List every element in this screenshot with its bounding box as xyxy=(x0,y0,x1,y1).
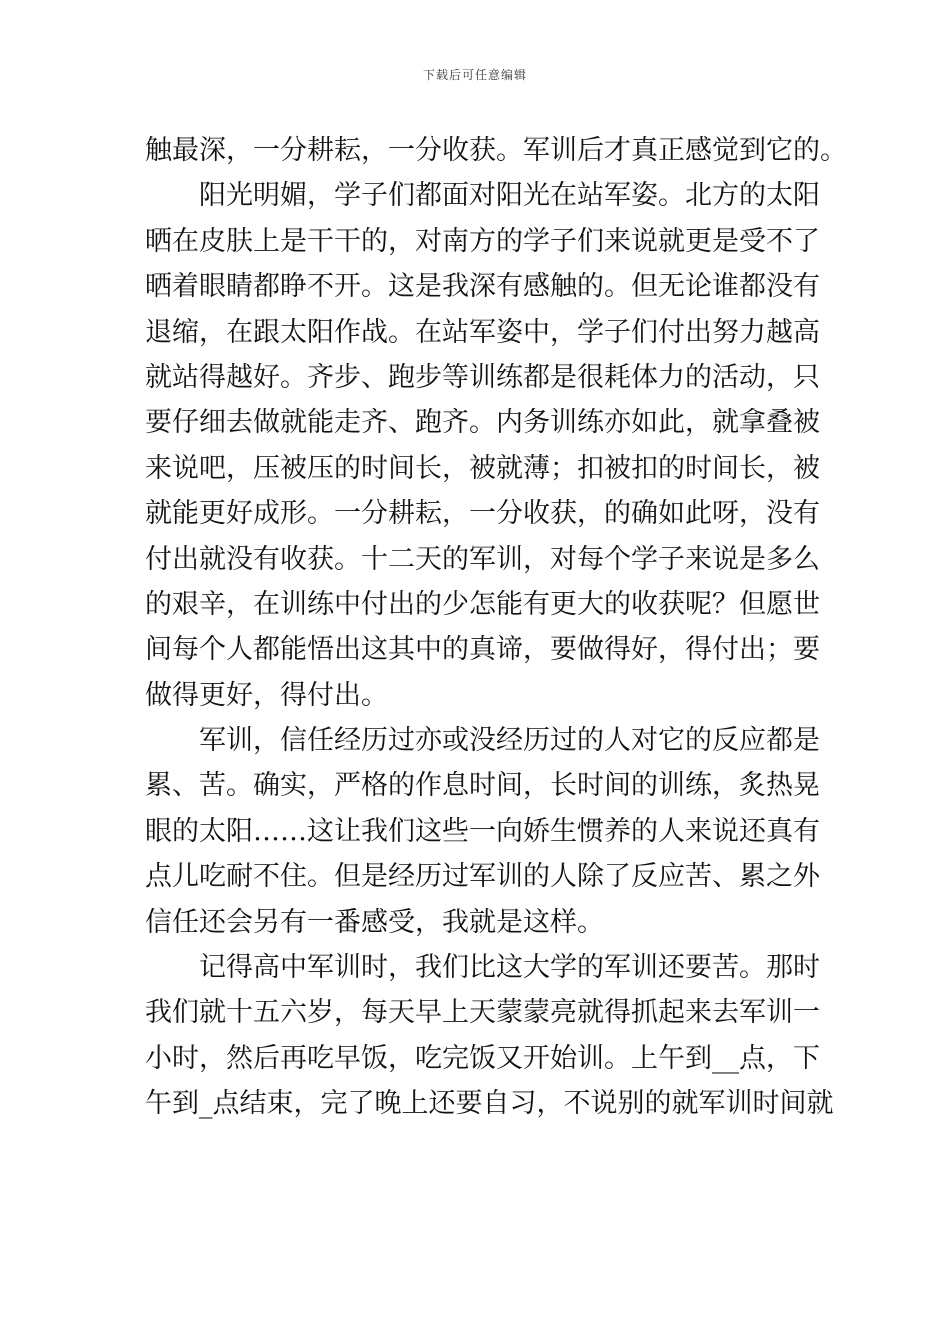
text-line: 间每个人都能悟出这其中的真谛，要做得好，得付出；要 xyxy=(145,634,820,666)
text-line: 午到_点结束，完了晚上还要自习，不说别的就军训时间就 xyxy=(145,1088,834,1120)
text-line: 军训，信任经历过亦或没经历过的人对它的反应都是 xyxy=(199,725,820,757)
text-line: 阳光明媚，学子们都面对阳光在站军姿。北方的太阳 xyxy=(199,180,820,212)
text-line: 信任还会另有一番感受，我就是这样。 xyxy=(145,906,604,938)
text-line: 我们就十五六岁，每天早上天蒙蒙亮就得抓起来去军训一 xyxy=(145,997,820,1029)
page-header: 下载后可任意编辑 xyxy=(422,68,527,82)
text-line: 眼的太阳……这让我们这些一向娇生惯养的人来说还真有 xyxy=(145,815,820,847)
text-line: 晒着眼睛都睁不开。这是我深有感触的。但无论谁都没有 xyxy=(145,271,820,303)
text-line: 退缩，在跟太阳作战。在站军姿中，学子们付出努力越高 xyxy=(145,316,820,348)
text-line: 做得更好，得付出。 xyxy=(145,679,388,711)
text-line: 来说吧，压被压的时间长，被就薄；扣被扣的时间长，被 xyxy=(145,452,820,484)
text-line: 点儿吃耐不住。但是经历过军训的人除了反应苦、累之外 xyxy=(145,861,820,893)
text-line: 记得高中军训时，我们比这大学的军训还要苦。那时 xyxy=(199,952,820,984)
text-line: 的艰辛，在训练中付出的少怎能有更大的收获呢？但愿世 xyxy=(145,588,820,620)
text-line: 就站得越好。齐步、跑步等训练都是很耗体力的活动，只 xyxy=(145,361,820,393)
document-body xyxy=(145,128,847,1127)
text-line: 要仔细去做就能走齐、跑齐。内务训练亦如此，就拿叠被 xyxy=(145,407,820,439)
text-line: 累、苦。确实，严格的作息时间，长时间的训练，炙热晃 xyxy=(145,770,820,802)
text-line: 小时，然后再吃早饭，吃完饭又开始训。上午到__点，下 xyxy=(145,1042,820,1074)
text-line: 就能更好成形。一分耕耘，一分收获，的确如此呀，没有 xyxy=(145,498,820,530)
text-line: 晒在皮肤上是干干的，对南方的学子们来说就更是受不了 xyxy=(145,225,820,257)
text-line: 触最深，一分耕耘，一分收获。军训后才真正感觉到它的。 xyxy=(145,135,847,166)
text-line: 付出就没有收获。十二天的军训，对每个学子来说是多么 xyxy=(145,543,820,575)
